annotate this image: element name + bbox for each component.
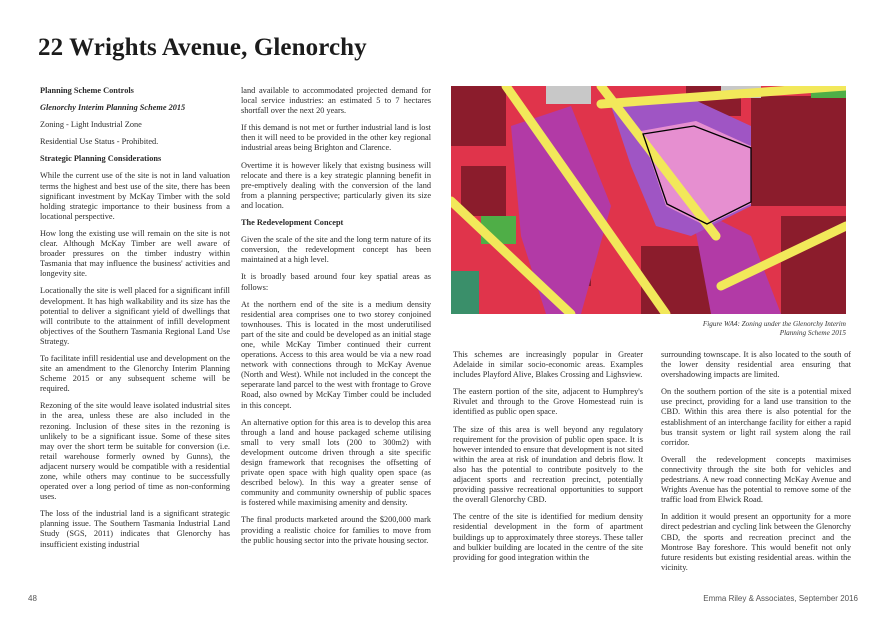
paragraph: While the current use of the site is not in land valuation terms the highest and best use of the site, there has been significant investment by McKay Timber with the sold holding strategic importance to their business from a locational perspective. [40,171,230,221]
paragraph: The final products marketed around the $200,000 mark providing a realistic choice for families to move from the public housing sector into the private housing sector. [241,515,431,545]
caption-line-1: Figure WA4: Zoning under the Glenorchy Interim [702,320,846,328]
zone-environmental [451,271,479,314]
paragraph: To facilitate infill residential use and development on the site an amendment to the Glenorchy Interim Planning Scheme 2015 or any subsequent scheme will be required. [40,353,230,394]
paragraph: At the northern end of the site is a medium density residential area comprises one to two storey conjoined townhouses. This is located in the most underutilised part of the site and could be developed as an initial stage one, while McKay Timber continued their current operations. Access to this area would be via a new road network with connections through to McKay Avenue (North and West). While not included in the concept the seperarate land parcel to the west with frontage to Grove Road, also owned by McKay Timber could be included in this concept. [241,299,431,410]
figure-caption [626,320,846,338]
paragraph: In addition it would present an opportunity for a more direct pedestrian and cycling link between the Glenorchy CBD, the sports and recreation precinct and the Montrose Bay foreshore. This would benefit not only future residents but existing residential areas. within the vicinity. [661,512,851,572]
text-column-1 [40,86,230,557]
section-heading: Strategic Planning Considerations [40,154,162,164]
text-column-3 [453,350,643,570]
paragraph: surrounding townscape. It is also located to the south of the lower density residential area ensuring that overshadowing impacts are limited. [661,350,851,380]
page-number: 48 [28,594,37,603]
paragraph: An alternative option for this area is to develop this area through a land and house packaged scheme utilising small to very small lots (200 to 300m2) with development outcome driven through a site specific design framework that recognises the offsetting of private open space with high quality open space (as described below). In this way a greater sense of community and community ownership of public spaces is fostered while maximising amenity and density. [241,417,431,508]
paragraph: How long the existing use will remain on the site is not clear. Although McKay Timber are well aware of broader pressures on the timber industry within Tasmania that may influence the business' activities and longevity site. [40,228,230,279]
paragraph: Overtime it is however likely that existng business will relocate and there is a key strategic planning benefit in pre-emptively dealing with the conversion of the land from a planning perspective; particularly given its size and location. [241,160,431,210]
paragraph: It is broadly based around four key spatial areas as follows: [241,272,431,292]
paragraph: Given the scale of the site and the long term nature of its conversion, the redevelopment concept has been maintained at a high level. [241,235,431,265]
paragraph: The centre of the site is identified for medium density residential development in the form of apartment buildings up to approximately three storeys. These taller and bulkier building are located in the centre of the site providing for good integration within the [453,512,643,562]
paragraph: land available to accommodated projected demand for local service industries: an estimated 5 to 7 hectares shortfall over the next 20 years. [241,86,431,116]
page-title: 22 Wrights Avenue, Glenorchy [38,34,367,61]
text-column-4 [661,350,851,580]
caption-line-2: Planning Scheme 2015 [779,329,846,337]
section-heading: Planning Scheme Controls [40,86,134,95]
paragraph: Locationally the site is well placed for a significant infill development. It has high walkability and its size has the potential to deliver a significant yield of dwellings that will contribute to the attainment of infill development objectives of the Southern Tasmania Regional Land Use Strategy. [40,286,230,346]
paragraph: The loss of the industrial land is a significant strategic planning issue. The Southern Tasmania Industrial Land Study (SGS, 2011) indicates that Glenorchy has insufficient existing industrial [40,509,230,549]
paragraph: Residential Use Status - Prohibited. [40,137,159,147]
paragraph: If this demand is not met or further industrial land is lost then it will need to be provided in the other key regional industrial areas being Brighton and Clarence. [241,123,431,153]
section-heading: The Redevelopment Concept [241,218,344,228]
paragraph: Rezoning of the site would leave isolated industrial sites in the area, unless these are also included in the rezoning. Inclusion of these sites in the rezoning is unlikely to be a significant issue. Some of these sites may over the short term be suitable for conversion (i.e. retail warehouse formerly owned by Gunns), the adjacent nursery would be compatible with a residential zone, while others may continue to be successfully operated over a long period of time as non-conforming uses. [40,401,230,502]
zoning-map [451,86,846,314]
paragraph: The eastern portion of the site, adjacent to Humphrey's Rivulet and through to the Grove Homestead ruin is identified as public open space. [453,387,643,417]
text-column-2 [241,86,431,553]
section-heading: Glenorchy Interim Planning Scheme 2015 [40,103,186,113]
paragraph: The size of this area is well beyond any regulatory requirement for the provision of public open space. It is however intended to ensure that development is not sited within the area at risk of inundation and debris flow. It also has the potential to contribute positvely to the adjacent sports and recreation precinct, potentially providing passive recreational opportunities to support the overall Glenorchy CBD. [453,424,643,505]
paragraph: Zoning - Light Industrial Zone [40,120,142,130]
paragraph: Overall the redevelopment concepts maximises connectivity through the site both for vehicles and pedestrians. A new road connecting McKay Avenue and Wrights Avenue has the potential to remove some of the traffic load from Elwick Road. [661,454,851,505]
footer-credit: Emma Riley & Associates, September 2016 [703,594,858,603]
paragraph: On the southern portion of the site is a potential mixed use precinct, providing for a land use transition to the CBD. Within this area there is also potential for the establishment of an interchange facility for either a rapid bus transit system or light rail system along the rail corridor. [661,387,851,447]
paragraph: This schemes are increasingly popular in Greater Adelaide in similar socio-economic areas. Examples includes Playford Alive, Blakes Crossing and Lighsview. [453,350,643,380]
